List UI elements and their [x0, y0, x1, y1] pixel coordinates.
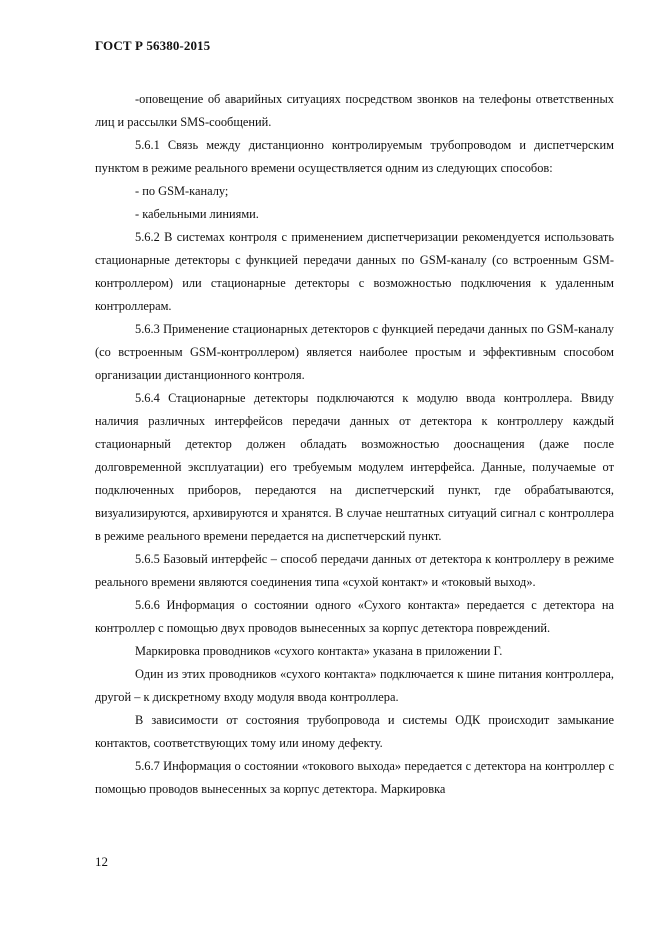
paragraph-5-6-3: 5.6.3 Применение стационарных детекторов с функцией передачи данных по GSM-каналу (со встроенным GSM-контроллером) является наиболее простым и эффективным способом организации дистанционного контроля. — [95, 322, 614, 382]
paragraph-5-6-4: 5.6.4 Стационарные детекторы подключаются к модулю ввода контроллера. Ввиду наличия различных интерфейсов передачи данных от детектора к контроллеру каждый стационарный детектор должен обладать возможностью дооснащения (даже после долговременной эксплуатации) его требуемым модулем интерфейса. Данные, получаемые от подключенных приборов, передаются на диспетчерский пункт, где обрабатываются, визуализируются, архивируются и хранятся. В случае нештатных ситуаций сигнал с контроллера в режиме реального времени передается на диспетчерский пункт. — [95, 391, 614, 543]
paragraph-5-6-5: 5.6.5 Базовый интерфейс – способ передачи данных от детектора к контроллеру в режиме реального времени являются соединения типа «сухой контакт» и «токовый выход». — [95, 552, 614, 589]
list-item-gsm: - по GSM-каналу; — [135, 184, 229, 198]
paragraph-contact-closure: В зависимости от состояния трубопровода и системы ОДК происходит замыкание контактов, соответствующих тому или иному дефекту. — [95, 713, 614, 750]
page-number: 12 — [95, 854, 108, 869]
paragraph-conductor-connection: Один из этих проводников «сухого контакта» подключается к шине питания контроллера, другой – к дискретному входу модуля ввода контроллера. — [95, 667, 614, 704]
paragraph-5-6-7: 5.6.7 Информация о состоянии «токового выхода» передается с детектора на контроллер с помощью проводов вынесенных за корпус детектора. Маркировка — [95, 759, 614, 796]
document-header: ГОСТ Р 56380-2015 — [95, 38, 211, 53]
paragraph-5-6-1: 5.6.1 Связь между дистанционно контролируемым трубопроводом и диспетчерским пунктом в режиме реального времени осуществляется одним из следующих способов: — [95, 138, 614, 175]
document-body — [95, 88, 614, 801]
list-item-cable: - кабельными линиями. — [135, 207, 259, 221]
paragraph-5-6-2: 5.6.2 В системах контроля с применением диспетчеризации рекомендуется использовать стационарные детекторы с функцией передачи данных по GSM-каналу (со встроенным GSM-контроллером) или стационарные детекторы с возможностью подключения к удаленным контроллерам. — [95, 230, 614, 313]
paragraph-5-6-6: 5.6.6 Информация о состоянии одного «Сухого контакта» передается с детектора на контроллер с помощью двух проводов вынесенных за корпус детектора повреждений. — [95, 598, 614, 635]
paragraph-alert-notification: -оповещение об аварийных ситуациях посредством звонков на телефоны ответственных лиц и рассылки SMS-сообщений. — [95, 92, 614, 129]
paragraph-marking: Маркировка проводников «сухого контакта» указана в приложении Г. — [135, 644, 503, 658]
